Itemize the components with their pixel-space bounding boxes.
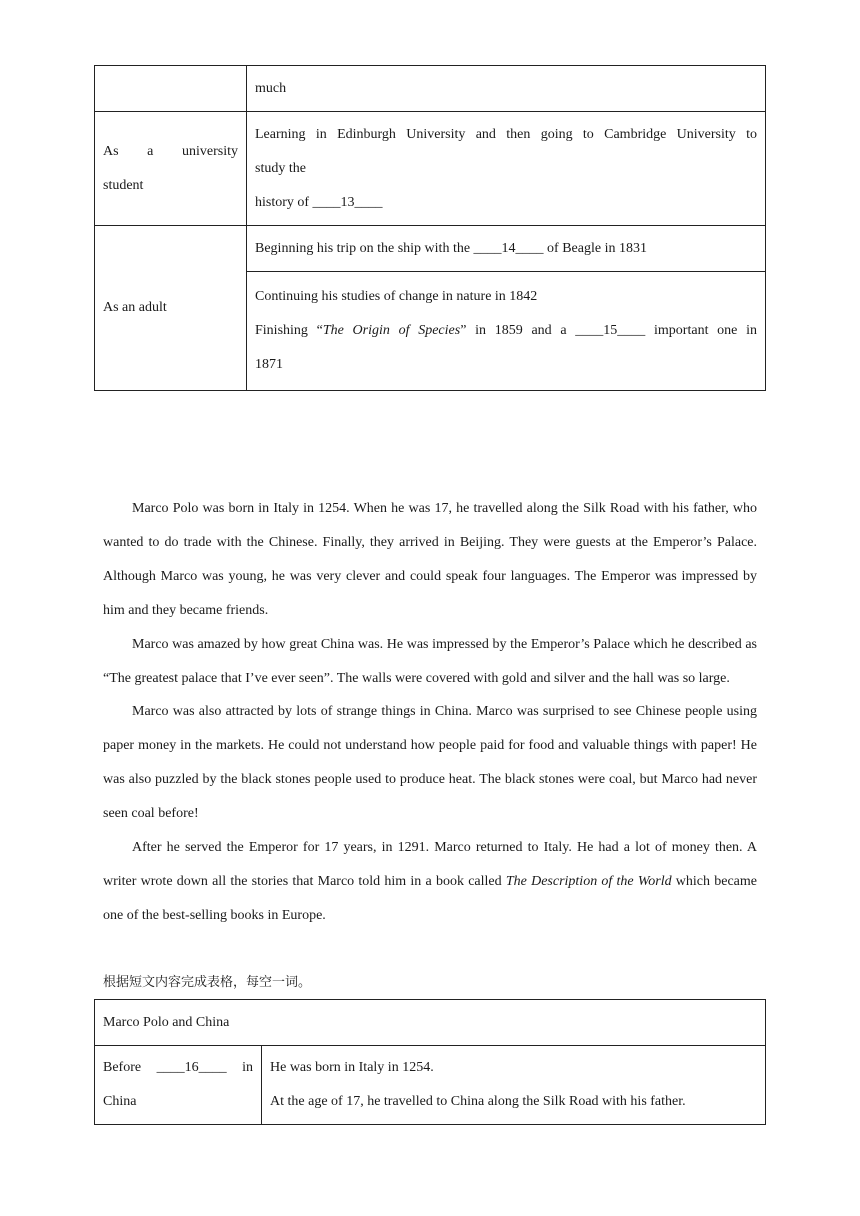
stage-word: As — [103, 143, 119, 159]
stage-word: university — [182, 143, 238, 159]
paragraph — [103, 831, 757, 933]
table-cell — [247, 112, 766, 226]
table-cell — [247, 272, 766, 391]
paragraph: Marco was also attracted by lots of strange things in China. Marco was surprised to see Chinese people using paper money in the markets. He could not understand how people paid for food and valuable things with paper! He was also puzzled by the black stones people used to produce heat. The black stones were coal, but Marco had never seen coal before! — [103, 704, 757, 822]
paragraph: Marco was amazed by how great China was. He was impressed by the Emperor’s Palace which he described as “The greatest palace that I’ve ever seen”. The walls were covered with gold and silver and the hall was so large. — [103, 636, 757, 686]
table-row — [95, 112, 766, 226]
book-title: The Description of the World — [505, 873, 672, 889]
table-row — [95, 1046, 766, 1125]
cell-line: study the — [255, 160, 306, 176]
table-cell: much — [247, 66, 766, 112]
stage-line: student — [103, 177, 144, 193]
stage-word: ____16____ — [156, 1060, 227, 1075]
darwin-table — [94, 65, 766, 391]
marco-polo-table — [94, 999, 766, 1125]
stage-word: in — [242, 1060, 254, 1075]
table-row — [95, 1000, 766, 1046]
stage-word: a — [147, 143, 154, 159]
table-cell-stage — [95, 1046, 262, 1125]
instruction: 根据短文内容完成表格，每空一词。 — [103, 975, 312, 990]
text-run: Finishing “ — [255, 323, 323, 338]
table-row — [95, 226, 766, 272]
stage-line — [103, 135, 238, 169]
reading-passage — [103, 492, 757, 933]
cell-line: Continuing his studies of change in nature in 1842 — [255, 289, 538, 304]
table-header: Marco Polo and China — [95, 1000, 766, 1046]
table-cell: Beginning his trip on the ship with the ____14____ of Beagle in 1831 — [247, 226, 766, 272]
cell-line — [255, 314, 757, 348]
cell-line: He was born in Italy in 1254. — [270, 1060, 434, 1075]
table-cell — [262, 1046, 766, 1125]
table-cell-stage: As an adult — [95, 226, 247, 391]
stage-word: Before — [103, 1060, 142, 1075]
table-row — [95, 66, 766, 112]
cell-line: Learning in Edinburgh University and then going to Cambridge University to — [255, 126, 757, 142]
cell-line: history of ____13____ — [255, 194, 383, 210]
table-cell-stage — [95, 112, 247, 226]
cell-line: 1871 — [255, 357, 283, 372]
stage-line: China — [103, 1094, 137, 1109]
table-cell-empty — [95, 66, 247, 112]
cell-line: At the age of 17, he travelled to China along the Silk Road with his father. — [270, 1094, 686, 1109]
paragraph: Marco Polo was born in Italy in 1254. When he was 17, he travelled along the Silk Road with his father, who wanted to do trade with the Chinese. Finally, they arrived in Beijing. They were guests at the Emperor’s Palace. Although Marco was young, he was very clever and could speak four languages. The Emperor was impressed by him and they became friends. — [103, 501, 757, 618]
stage-line — [103, 1051, 253, 1085]
text-run: After he served the Emperor for 17 years, in 1291. Marco returned to Italy. He had a lot of money then. A writer wrote down all the stories that Marco told him in a book called — [103, 840, 757, 889]
book-title: The Origin of Species — [322, 323, 461, 338]
text-run: which became one of the best-selling books in Europe. — [103, 873, 757, 923]
text-run: ” in 1859 and a ____15____ important one in — [460, 323, 757, 338]
